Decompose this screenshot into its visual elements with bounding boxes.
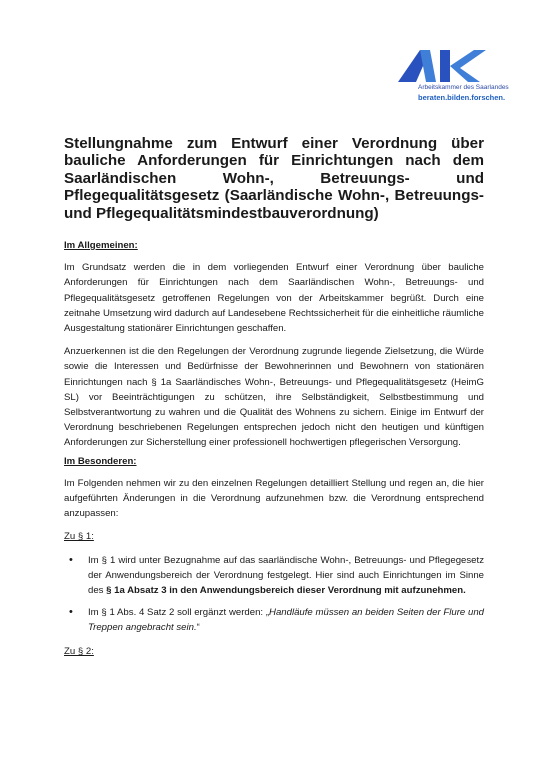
list-item: • Im § 1 Abs. 4 Satz 2 soll ergänzt werden: „Handläufe müssen an beiden Seiten der Flure und Treppen angebracht sein.“ — [69, 606, 484, 634]
paragraph: Im Folgenden nehmen wir zu den einzelnen Regelungen detailliert Stellung und regen an, die hier aufgeführten Änderungen in die Verordnung aufzunehmen bzw. die Verordnung entsprechend anzupassen: — [64, 477, 484, 520]
list-item: • Im § 1 wird unter Bezugnahme auf das saarländische Wohn-, Betreuungs- und Pflegegesetz der Anwendungsbereich der Verordnung festgelegt. Hier sind auch Einrichtungen im Sinne des § 1a Absatz 3 in den Anwendungsbereich dieser Verordnung mit aufzunehmen. — [69, 553, 484, 597]
bullet-list — [64, 553, 484, 636]
section-heading-allgemeinen: Im Allgemeinen: — [64, 240, 138, 251]
logo-slogan: beraten.bilden.forschen. — [418, 93, 506, 102]
bullet-icon: • — [69, 606, 73, 619]
subsection-heading-par2: Zu § 2: — [64, 645, 94, 657]
document-title: Stellungnahme zum Entwurf einer Verordnung über bauliche Anforderungen für Einrichtungen nach dem Saarländischen Wohn-, Betreuungs- und Pflegequalitätsgesetz (Saarländische Wohn-, Betreuungs- und Pflegequalitätsmindestbauverordnung) — [64, 135, 484, 222]
subsection-heading-par1: Zu § 1: — [64, 531, 94, 543]
paragraph: Anzuerkennen ist die den Regelungen der Verordnung zugrunde liegende Zielsetzung, die Würde sowie die Interessen und Bedürfnisse der Bewohnerinnen und Bewohnern von stationären Einrichtungen nach § 1a Saarländisches Wohn-, Betreuungs- und Pflegequalitätsgesetz (HeimG SL) vor Beeinträchtigungen zu schützen, ihre Selbständigkeit, Selbstbestimmung und Selbstverantwortung zu wahren und die Qualität des Wohnens zu sichern. Einige im Entwurf der Verordnung beschriebenen Regelungen entsprechen jedoch nicht den heutigen und künftigen Anforderungen zur Sicherstellung einer professionell hochwertigen pflegerischen Versorgung. — [64, 346, 484, 449]
logo-org-name: Arbeitskammer des Saarlandes — [418, 84, 509, 91]
section-heading-besonderen: Im Besonderen: — [64, 455, 137, 467]
document-body — [64, 238, 484, 659]
bullet-icon: • — [69, 553, 73, 566]
ak-logo-mark-icon — [396, 48, 526, 88]
paragraph: Im Grundsatz werden die in dem vorliegenden Entwurf einer Verordnung über bauliche Anforderungen für Einrichtungen nach dem Saarländischen Wohn-, Betreuungs- und Pflegequalitätsgesetz getroffenen Regelungen von der Arbeitskammer begrüßt. Durch eine zeitnahe Umsetzung wird dadurch auf Landesebene Rechtssicherheit für die einheitliche räumliche Ausgestaltung stationärer Einrichtungen geschaffen. — [64, 262, 484, 335]
arbeitskammer-logo — [396, 48, 526, 110]
